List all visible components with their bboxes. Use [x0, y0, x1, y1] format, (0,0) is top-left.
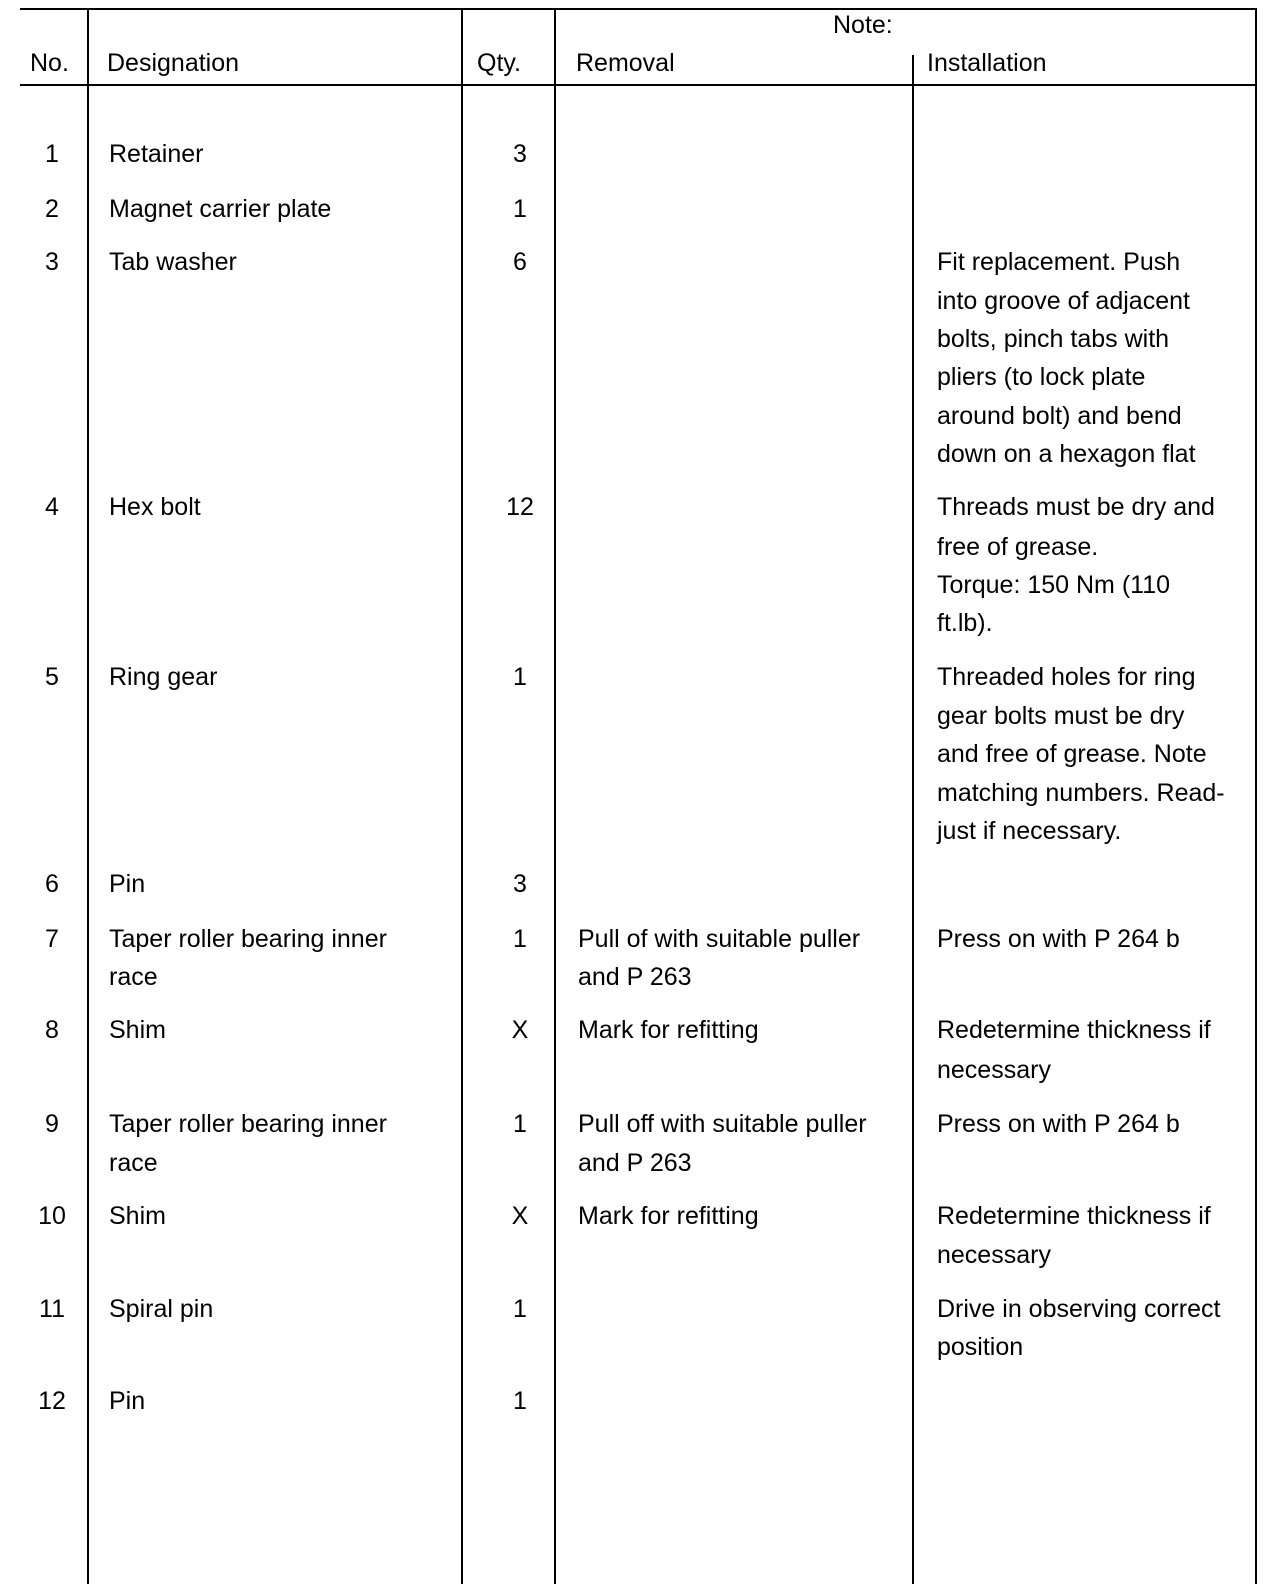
row-installation-line: down on a hexagon flat [937, 440, 1196, 468]
row-installation-line: Redetermine thickness if [937, 1202, 1211, 1230]
row-installation-line: bolts, pinch tabs with [937, 325, 1170, 353]
header-qty: Qty. [477, 49, 521, 77]
row-qty: 3 [513, 870, 527, 898]
row-installation-line: Press on with P 264 b [937, 1110, 1180, 1138]
row-no: 4 [45, 493, 59, 521]
row-installation-line: position [937, 1333, 1024, 1361]
row-installation-line: Threaded holes for ring [937, 663, 1196, 691]
row-removal-line: Mark for refitting [578, 1202, 759, 1230]
row-no: 5 [45, 663, 59, 691]
row-no: 9 [45, 1110, 59, 1138]
row-installation-line: gear bolts must be dry [937, 702, 1185, 730]
row-designation: Magnet carrier plate [109, 195, 332, 223]
row-installation-line: Drive in observing correct [937, 1295, 1221, 1323]
row-installation-line: necessary [937, 1056, 1051, 1084]
row-installation-line: into groove of adjacent [937, 287, 1190, 315]
row-designation: Ring gear [109, 663, 218, 691]
row-no: 7 [45, 925, 59, 953]
row-installation-line: Torque: 150 Nm (110 [937, 571, 1170, 599]
row-qty: 1 [513, 1110, 527, 1138]
column-divider-removal [912, 84, 914, 1584]
row-installation-line: around bolt) and bend [937, 402, 1182, 430]
row-no: 11 [39, 1295, 65, 1323]
row-qty: 1 [513, 195, 527, 223]
row-installation-line: just if necessary. [937, 817, 1122, 845]
header-designation: Designation [107, 49, 240, 77]
row-qty: 6 [513, 248, 527, 276]
row-qty: X [511, 1202, 529, 1230]
row-qty: 1 [513, 1387, 527, 1415]
row-no: 3 [45, 248, 59, 276]
row-designation: Taper roller bearing inner [109, 1110, 387, 1138]
row-qty: 3 [513, 140, 527, 168]
row-removal-line: and P 263 [578, 1149, 692, 1177]
row-installation-line: pliers (to lock plate [937, 363, 1146, 391]
row-installation-line: free of grease. [937, 533, 1099, 561]
header-no: No. [30, 49, 69, 77]
row-installation-line: Fit replacement. Push [937, 248, 1181, 276]
column-divider-removal-header [912, 55, 914, 84]
row-no: 2 [45, 195, 59, 223]
row-qty: 1 [513, 925, 527, 953]
row-no: 1 [45, 140, 59, 168]
row-no: 12 [38, 1387, 66, 1415]
row-designation: Pin [109, 1387, 146, 1415]
column-divider-no [87, 8, 89, 1584]
row-designation: Taper roller bearing inner [109, 925, 387, 953]
header-bottom-border [20, 84, 1257, 86]
row-designation: Spiral pin [109, 1295, 214, 1323]
row-designation: race [109, 963, 158, 991]
row-installation-line: and free of grease. Note [937, 740, 1207, 768]
header-removal: Removal [576, 49, 675, 77]
table-top-border [20, 8, 1257, 10]
row-designation: Tab washer [109, 248, 237, 276]
row-removal-line: and P 263 [578, 963, 692, 991]
row-removal-line: Pull off with suitable puller [578, 1110, 867, 1138]
row-removal-line: Mark for refitting [578, 1016, 759, 1044]
row-qty: 1 [513, 1295, 527, 1323]
row-designation: Hex bolt [109, 493, 201, 521]
row-designation: race [109, 1149, 158, 1177]
column-divider-qty [554, 8, 556, 1584]
row-installation-line: Redetermine thickness if [937, 1016, 1211, 1044]
row-no: 10 [38, 1202, 66, 1230]
row-installation-line: matching numbers. Read- [937, 779, 1225, 807]
row-qty: 1 [513, 663, 527, 691]
table-right-border [1255, 8, 1257, 1584]
row-removal-line: Pull of with suitable puller [578, 925, 861, 953]
row-installation-line: Press on with P 264 b [937, 925, 1180, 953]
row-qty: 12 [506, 493, 534, 521]
row-installation-line: necessary [937, 1241, 1051, 1269]
row-no: 6 [45, 870, 59, 898]
row-designation: Shim [109, 1016, 166, 1044]
row-installation-line: ft.lb). [937, 609, 993, 637]
row-qty: X [511, 1016, 529, 1044]
row-designation: Retainer [109, 140, 204, 168]
header-installation: Installation [927, 49, 1047, 77]
row-installation-line: Threads must be dry and [937, 493, 1215, 521]
row-designation: Pin [109, 870, 146, 898]
row-designation: Shim [109, 1202, 166, 1230]
header-note: Note: [833, 11, 893, 39]
row-no: 8 [45, 1016, 59, 1044]
column-divider-designation [461, 8, 463, 1584]
